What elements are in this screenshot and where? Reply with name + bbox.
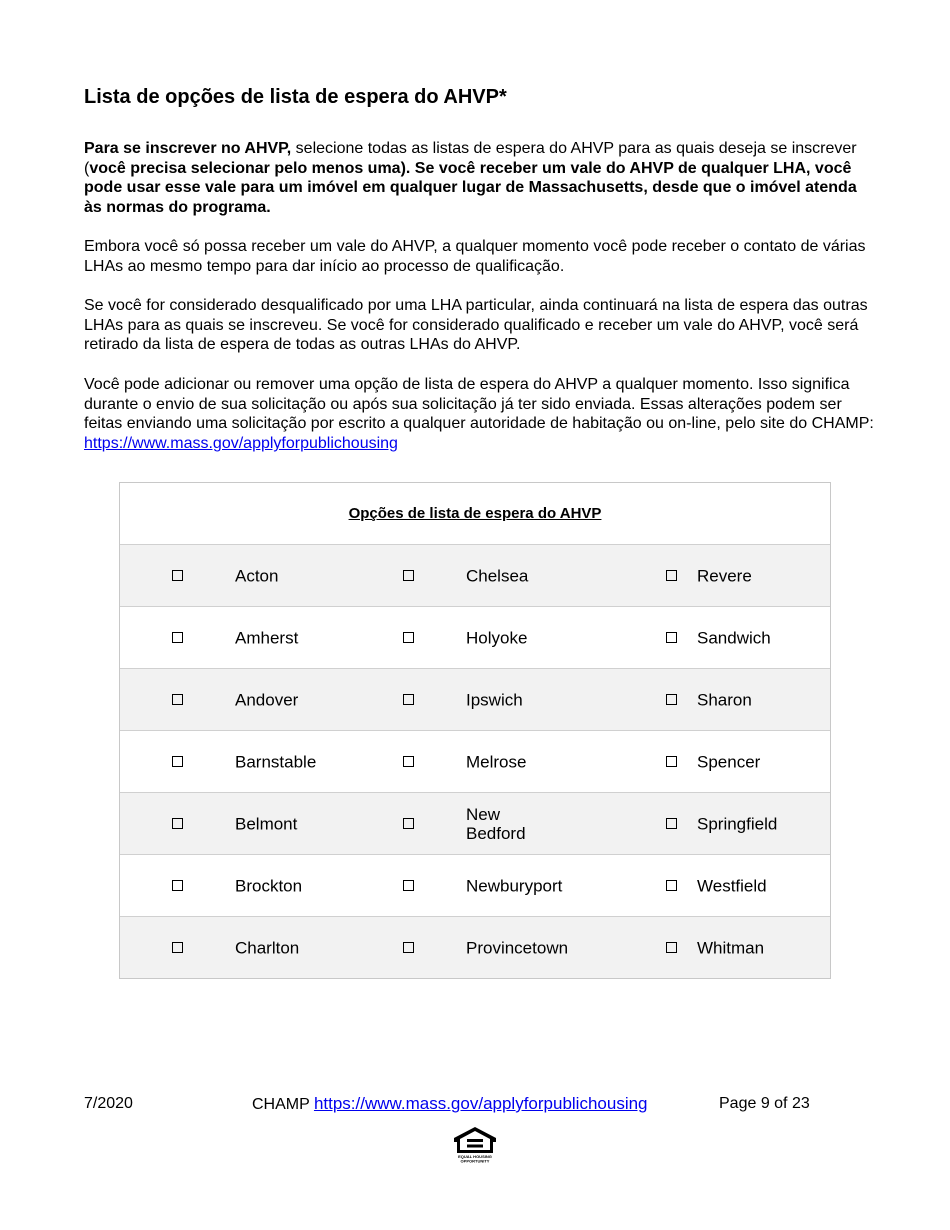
waitlist-option-label: Melrose [466, 752, 527, 771]
equal-housing-opportunity-icon [450, 1125, 500, 1165]
waitlist-checkbox-brockton[interactable] [172, 880, 183, 891]
waitlist-checkbox-provincetown[interactable] [403, 942, 414, 953]
waitlist-option-label: Sandwich [697, 628, 771, 647]
footer-champ [252, 1094, 648, 1114]
svg-text:EQUAL HOUSING: EQUAL HOUSING [458, 1154, 492, 1159]
waitlist-checkbox-new-bedford[interactable] [403, 818, 414, 829]
table-row [120, 545, 830, 607]
waitlist-checkbox-sharon[interactable] [666, 694, 677, 705]
paragraph-vouchers: Embora você só possa receber um vale do AHVP, a qualquer momento você pode receber o contato de várias LHAs ao mesmo tempo para dar início ao processo de qualificação. [84, 238, 866, 275]
waitlist-table [119, 482, 831, 979]
table-row [120, 855, 830, 917]
waitlist-option-label: Spencer [697, 752, 761, 771]
waitlist-option-label: Barnstable [235, 752, 317, 771]
waitlist-option-label: Brockton [235, 876, 303, 895]
champ-link[interactable]: https://www.mass.gov/applyforpublichousing [84, 435, 398, 453]
waitlist-option-label: New Bedford [466, 804, 526, 843]
waitlist-checkbox-melrose[interactable] [403, 756, 414, 767]
waitlist-option-label: Sharon [697, 690, 752, 709]
table-row [120, 793, 830, 855]
waitlist-option-label: Provincetown [466, 938, 569, 957]
table-row [120, 731, 830, 793]
svg-text:OPPORTUNITY: OPPORTUNITY [460, 1158, 490, 1164]
waitlist-option-label: Revere [697, 566, 752, 585]
paragraph-changes-text: Você pode adicionar ou remover uma opção de lista de espera do AHVP a qualquer momento. Isso significa durante o envio de sua solicitação ou após sua solicitação já ter sido enviada. Essas alterações podem ser feitas enviando uma solicitação por escrito a qualquer autoridade de habitação ou on-line, pelo site do CHAMP: [84, 376, 874, 433]
waitlist-checkbox-revere[interactable] [666, 570, 677, 581]
paragraph-qualification: Se você for considerado desqualificado por uma LHA particular, ainda continuará na lista de espera das outras LHAs para as quais se inscreveu. Se você for considerado qualificado e receber um vale do AHVP, você será retirado da lista de espera de todas as outras LHAs do AHVP. [84, 297, 868, 354]
waitlist-checkbox-charlton[interactable] [172, 942, 183, 953]
waitlist-option-label: Belmont [235, 814, 298, 833]
waitlist-checkbox-ipswich[interactable] [403, 694, 414, 705]
intro-bold-lead: Para se inscrever no AHVP, [84, 140, 292, 157]
table-row [120, 917, 830, 978]
footer-date: 7/2020 [84, 1095, 133, 1112]
intro-bold-rest: você precisa selecionar pelo menos uma). Se você receber um vale do AHVP de qualquer LHA, você pode usar esse vale para um imóvel em qualquer lugar de Massachusetts, desde que o imóvel atenda às normas do programa. [84, 159, 857, 217]
waitlist-option-label: Westfield [697, 876, 767, 895]
page-title: Lista de opções de lista de espera do AHVP* [84, 86, 507, 108]
waitlist-checkbox-whitman[interactable] [666, 942, 677, 953]
waitlist-option-label: Chelsea [466, 566, 529, 585]
waitlist-table-header: Opções de lista de espera do AHVP [120, 483, 830, 545]
waitlist-checkbox-chelsea[interactable] [403, 570, 414, 581]
intro-text: selecione todas as listas de espera do AHVP para as quais deseja se inscrever ( [84, 140, 857, 177]
waitlist-checkbox-andover[interactable] [172, 694, 183, 705]
paragraph-changes [84, 375, 874, 454]
waitlist-checkbox-amherst[interactable] [172, 632, 183, 643]
footer-champ-label: CHAMP [252, 1096, 310, 1113]
waitlist-option-label: Ipswich [466, 690, 523, 709]
waitlist-checkbox-sandwich[interactable] [666, 632, 677, 643]
intro-paragraph [84, 139, 874, 218]
waitlist-checkbox-holyoke[interactable] [403, 632, 414, 643]
waitlist-checkbox-acton[interactable] [172, 570, 183, 581]
waitlist-option-label: Whitman [697, 938, 765, 957]
waitlist-option-label: Springfield [697, 814, 778, 833]
table-row [120, 607, 830, 669]
waitlist-option-label: Amherst [235, 628, 299, 647]
waitlist-option-label: Andover [235, 690, 299, 709]
waitlist-checkbox-spencer[interactable] [666, 756, 677, 767]
waitlist-checkbox-westfield[interactable] [666, 880, 677, 891]
footer-champ-link[interactable]: https://www.mass.gov/applyforpublichousing [313, 1094, 648, 1113]
waitlist-checkbox-belmont[interactable] [172, 818, 183, 829]
waitlist-checkbox-springfield[interactable] [666, 818, 677, 829]
waitlist-option-label: Holyoke [466, 628, 528, 647]
table-row [120, 669, 830, 731]
waitlist-checkbox-newburyport[interactable] [403, 880, 414, 891]
waitlist-option-label: Acton [235, 566, 279, 585]
waitlist-checkbox-barnstable[interactable] [172, 756, 183, 767]
waitlist-option-label: Charlton [235, 938, 300, 957]
footer-page-number: Page 9 of 23 [719, 1095, 810, 1112]
waitlist-option-label: Newburyport [466, 876, 563, 895]
